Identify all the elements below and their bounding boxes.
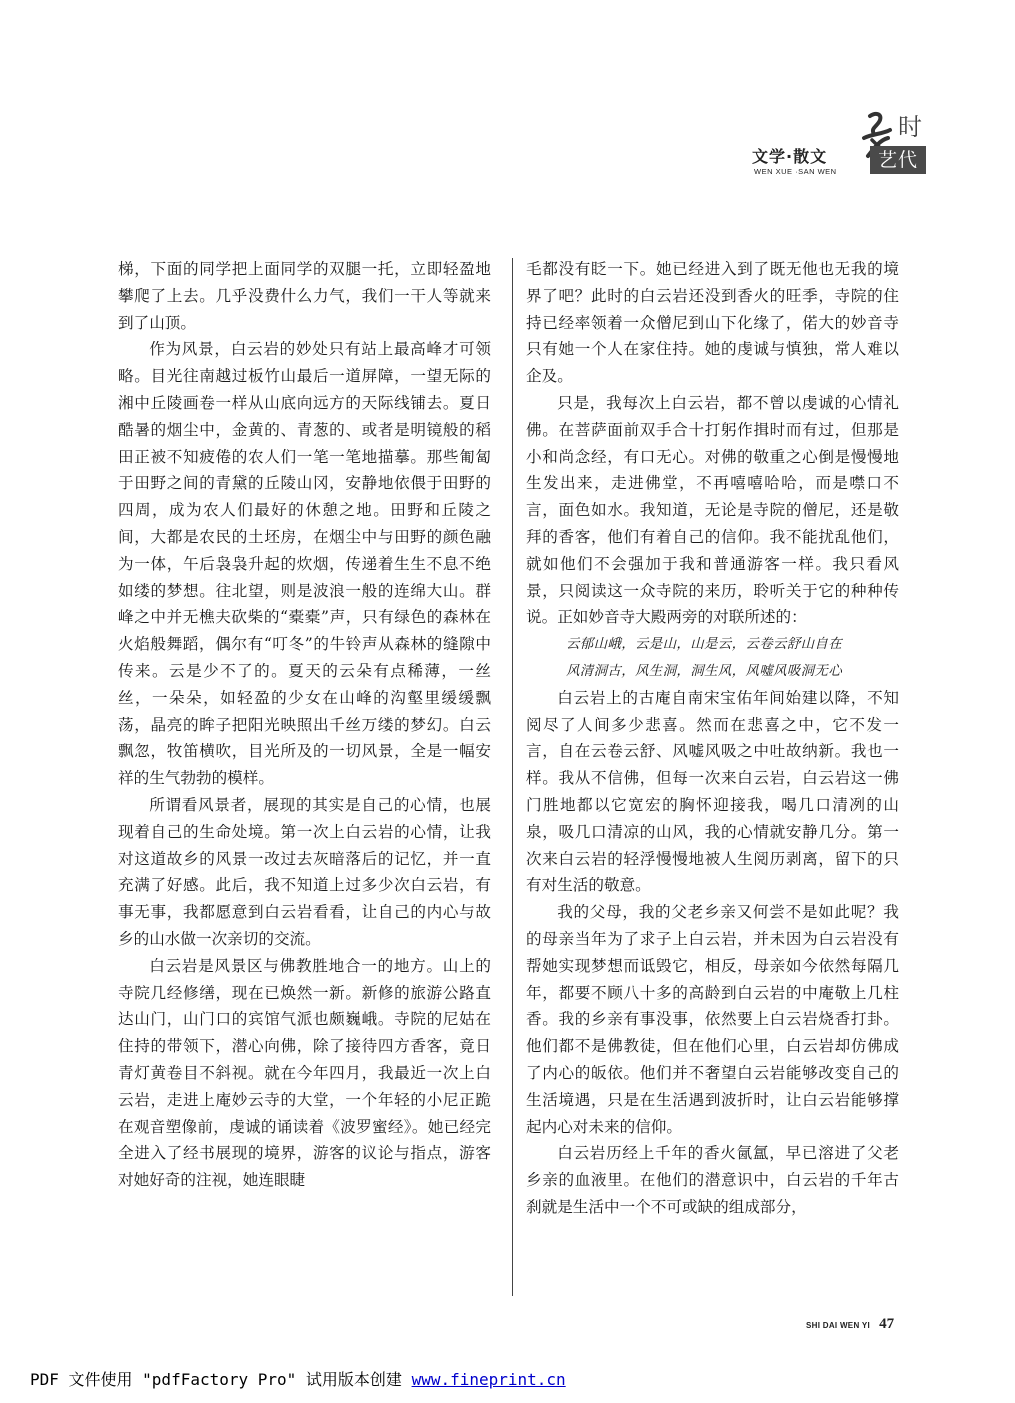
paragraph: 我的父母，我的父老乡亲又何尝不是如此呢？我的母亲当年为了求子上白云岩，并未因为白云岩没有帮她实现梦想而诋毁它，相反，母亲如今依然每隔几年，都要不顾八十多的高龄到白云岩的中庵敬上几柱香。我的乡亲有事没事，依然要上白云岩烧香打卦。他们都不是佛教徒，但在他们心里，白云岩却仿佛成了内心的皈依。他们并不奢望白云岩能够改变自己的生活境遇，只是在生活遇到波折时，让白云岩能够撑起内心对未来的信仰。	[526, 903, 899, 1136]
couplet-line-1: 云郁山峨，云是山，山是云，云卷云舒山自在	[566, 636, 842, 653]
magazine-logo	[860, 110, 930, 176]
fineprint-link[interactable]: www.fineprint.cn	[411, 1370, 566, 1389]
paragraph: 梯，下面的同学把上面同学的双腿一托，立即轻盈地攀爬了上去。几乎没费什么力气，我们一干人等就来到了山顶。	[118, 260, 491, 332]
paragraph: 毛都没有眨一下。她已经进入到了既无他也无我的境界了吧？此时的白云岩还没到香火的旺季，寺院的住持已经率领着一众僧尼到山下化缘了，偌大的妙音寺只有她一个人在家住持。她的虔诚与慎独，常人难以企及。	[526, 260, 899, 386]
footer-magazine-name: SHI DAI WEN YI	[806, 1321, 871, 1330]
pdf-watermark-note	[30, 1367, 566, 1390]
left-column	[118, 256, 491, 1194]
page-number: 47	[879, 1316, 895, 1332]
page-footer	[806, 1313, 894, 1333]
logo-char-shi: 时	[898, 113, 922, 141]
column-divider	[512, 258, 513, 1296]
logo-char-yidai: 艺代	[870, 146, 926, 174]
paragraph: 只是，我每次上白云岩，都不曾以虔诚的心情礼佛。在菩萨面前双手合十打躬作揖时而有过，但那是小和尚念经，有口无心。对佛的敬重之心倒是慢慢地生发出来，走进佛堂，不再嘻嘻哈哈，而是噤口不言，面色如水。我知道，无论是寺院的僧尼，还是敬拜的香客，他们有着自己的信仰。我不能扰乱他们，就如他们不会强加于我和普通游客一样。我只看风景，只阅读这一众寺院的来历，聆听关于它的种种传说。正如妙音寺大殿两旁的对联所述的：	[526, 393, 899, 627]
right-column	[526, 256, 899, 1221]
section-header	[752, 110, 952, 180]
section-pinyin: WEN XUE ·SAN WEN	[754, 167, 837, 176]
section-title: 文学·散文	[752, 147, 828, 166]
paragraph: 所谓看风景者，展现的其实是自己的心情，也展现着自己的生命处境。第一次上白云岩的心情，让我对这道故乡的风景一改过去灰暗落后的记忆，并一直充满了好感。此后，我不知道上过多少次白云岩，有事无事，我都愿意到白云岩看看，让自己的内心与故乡的山水做一次亲切的交流。	[118, 795, 491, 948]
paragraph: 白云岩上的古庵自南宋宝佑年间始建以降，不知阅尽了人间多少悲喜。然而在悲喜之中，它不发一言，自在云卷云舒、风嘘风吸之中吐故纳新。我也一样。我从不信佛，但每一次来白云岩，白云岩这一佛门胜地都以它宽宏的胸怀迎接我，喝几口清冽的山泉，吸几口清凉的山风，我的心情就安静几分。第一次来白云岩的轻浮慢慢地被人生阅历剥离，留下的只有对生活的敬意。	[526, 688, 899, 895]
paragraph: 作为风景，白云岩的妙处只有站上最高峰才可领略。目光往南越过板竹山最后一道屏障，一望无际的湘中丘陵画卷一样从山底向远方的天际线铺去。夏日酷暑的烟尘中，金黄的、青葱的、或者是明镜般的稻田正被不知疲倦的农人们一笔一笔地描摹。那些匍匐于田野之间的青黛的丘陵山冈，安静地依偎于田野的四周，成为农人们最好的休憩之地。田野和丘陵之间，大都是农民的土坯房，在烟尘中与田野的颜色融为一体，午后袅袅升起的炊烟，传递着生生不息不绝如缕的梦想。往北望，则是波浪一般的连绵大山。群峰之中并无樵夫砍柴的“橐橐”声，只有绿色的森林在火焰般舞蹈，偶尔有“叮冬”的牛铃声从森林的缝隙中传来。云是少不了的。夏天的云朵有点稀薄，一丝丝，一朵朵，如轻盈的少女在山峰的沟壑里缓缓飘荡，晶亮的眸子把阳光映照出千丝万缕的梦幻。白云飘忽，牧笛横吹，目光所及的一切风景，全是一幅安祥的生气勃勃的模样。	[118, 340, 491, 788]
couplet-line-2: 风清洞古，风生洞，洞生风，风嘘风吸洞无心	[566, 662, 842, 679]
paragraph: 白云岩是风景区与佛教胜地合一的地方。山上的寺院几经修缮，现在已焕然一新。新修的旅游公路直达山门，山门口的宾馆气派也颇巍峨。寺院的尼姑在住持的带领下，潜心向佛，除了接待四方香客，竟日青灯黄卷目不斜视。就在今年四月，我最近一次上白云岩，走进上庵妙云寺的大堂，一个年轻的小尼正跪在观音塑像前，虔诚的诵读着《波罗蜜经》。她已经完全进入了经书展现的境界，游客的议论与指点，游客对她好奇的注视，她连眼睫	[118, 956, 491, 1190]
pdf-note-text: PDF 文件使用 "pdfFactory Pro" 试用版本创建	[30, 1370, 412, 1389]
paragraph: 白云岩历经上千年的香火氤氲，早已溶进了父老乡亲的血液里。在他们的潜意识中，白云岩的千年古刹就是生活中一个不可或缺的组成部分，	[526, 1144, 899, 1216]
